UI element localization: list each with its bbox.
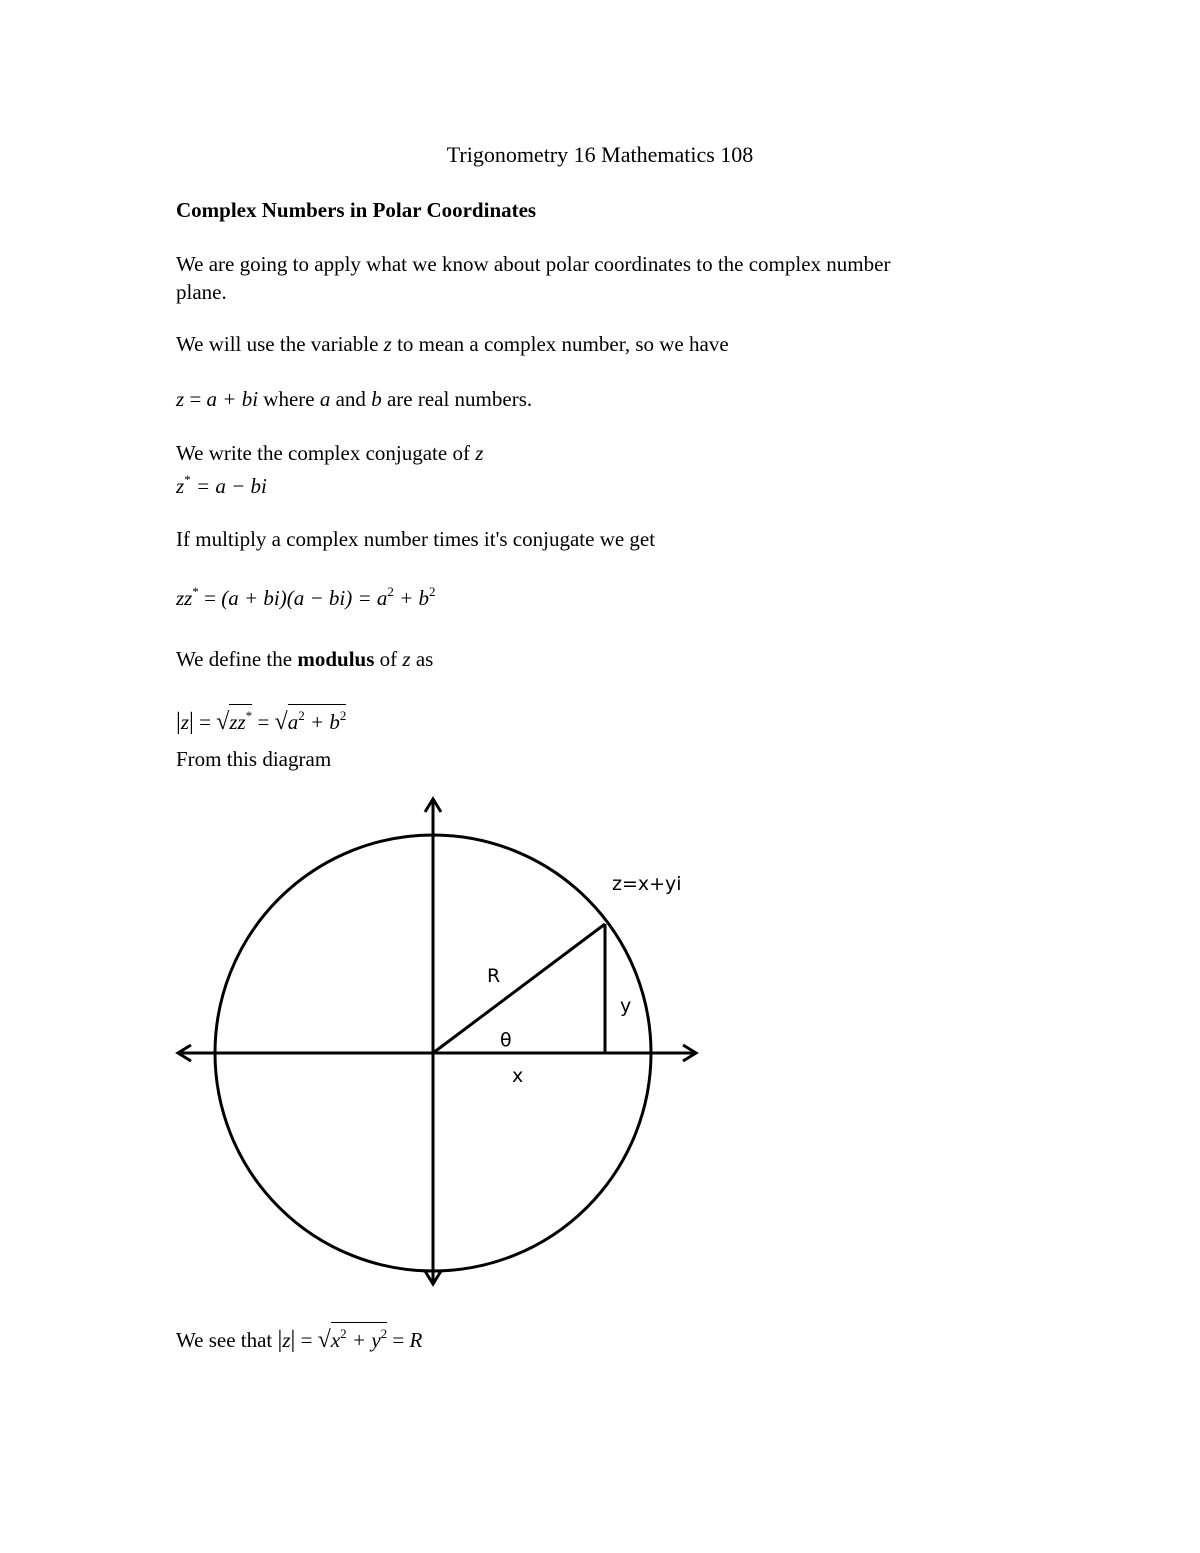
superscript: 2: [339, 708, 347, 723]
math-expression: a + bi: [206, 387, 259, 411]
radius-line: [433, 924, 605, 1053]
modulus-equation: [176, 704, 346, 736]
superscript: *: [192, 584, 199, 599]
math-expression: + b: [393, 586, 430, 610]
math-expression: = a: [352, 586, 388, 610]
abs-bar: |: [290, 1327, 296, 1353]
radicand: [331, 1322, 387, 1350]
radicand: [288, 704, 347, 732]
equals-sign: =: [184, 387, 207, 411]
math-var: x: [330, 1328, 341, 1352]
math-expression: (a + bi): [221, 586, 287, 610]
conclusion-equation: [176, 1322, 422, 1354]
text-fragment: We write the complex conjugate of: [176, 441, 476, 465]
text-fragment: We will use the variable: [176, 332, 384, 356]
text-fragment: We define the: [176, 647, 298, 671]
math-expression: + y: [346, 1328, 381, 1352]
text-fragment: as: [410, 647, 434, 671]
intro-paragraph-line2: plane.: [176, 280, 227, 304]
equals-sign: =: [387, 1328, 410, 1352]
math-var: z: [180, 710, 189, 734]
conjugate-intro: [176, 441, 483, 466]
equals-sign: =: [252, 710, 275, 734]
text-fragment: of: [374, 647, 403, 671]
multiply-intro: If multiply a complex number times it's conjugate we get: [176, 527, 656, 551]
radical-sign: √: [274, 709, 288, 735]
math-var: zz: [176, 586, 193, 610]
text-fragment: where: [258, 387, 320, 411]
equals-sign: =: [193, 710, 217, 734]
modulus-intro: [176, 647, 433, 672]
math-var: z: [383, 332, 392, 356]
superscript: 2: [340, 1326, 347, 1341]
radical-sign: √: [317, 1327, 331, 1353]
height-label: y: [620, 995, 632, 1017]
math-var: zz: [229, 710, 246, 734]
superscript: *: [245, 708, 253, 723]
math-var: z: [402, 647, 411, 671]
product-equation: [176, 584, 436, 611]
radicand: [229, 704, 252, 732]
math-var: a: [319, 387, 331, 411]
math-expression: + b: [304, 710, 340, 734]
equals-sign: =: [295, 1328, 318, 1352]
equals-sign: =: [198, 586, 222, 610]
definition-z: [176, 387, 532, 412]
math-var: b: [371, 387, 382, 411]
diagram-intro: From this diagram: [176, 747, 332, 771]
math-var: a: [287, 710, 299, 734]
section-heading: Complex Numbers in Polar Coordinates: [176, 198, 537, 222]
radical-sign: √: [216, 709, 230, 735]
abs-bar: |: [189, 709, 194, 735]
base-label: x: [512, 1065, 524, 1087]
intro-paragraph-line1: We are going to apply what we know about polar coordinates to the complex number: [176, 252, 891, 276]
radius-label: R: [487, 965, 501, 987]
math-var: z: [282, 1328, 291, 1352]
variable-intro: [176, 332, 729, 357]
point-label: z=x+yi: [612, 873, 682, 895]
math-var: z: [475, 441, 484, 465]
superscript: 2: [298, 708, 305, 723]
math-var: R: [409, 1328, 423, 1352]
angle-label: θ: [500, 1029, 512, 1051]
superscript: 2: [429, 584, 436, 599]
math-expression: = a − bi: [190, 474, 267, 498]
conjugate-equation: [176, 472, 267, 499]
abs-bar: |: [277, 1327, 283, 1353]
text-fragment: We see that: [176, 1328, 278, 1352]
bold-term: modulus: [297, 647, 375, 671]
math-expression: (a − bi): [286, 586, 353, 610]
superscript: 2: [380, 1326, 388, 1341]
superscript: *: [184, 472, 191, 487]
text-fragment: to mean a complex number, so we have: [391, 332, 729, 356]
text-fragment: and: [330, 387, 372, 411]
text-fragment: are real numbers.: [381, 387, 533, 411]
math-var: z: [176, 474, 185, 498]
document-title: Trigonometry 16 Mathematics 108: [446, 142, 754, 167]
abs-bar: |: [176, 709, 181, 735]
superscript: 2: [387, 584, 394, 599]
math-var: z: [176, 387, 185, 411]
polar-diagram: [170, 790, 710, 1290]
